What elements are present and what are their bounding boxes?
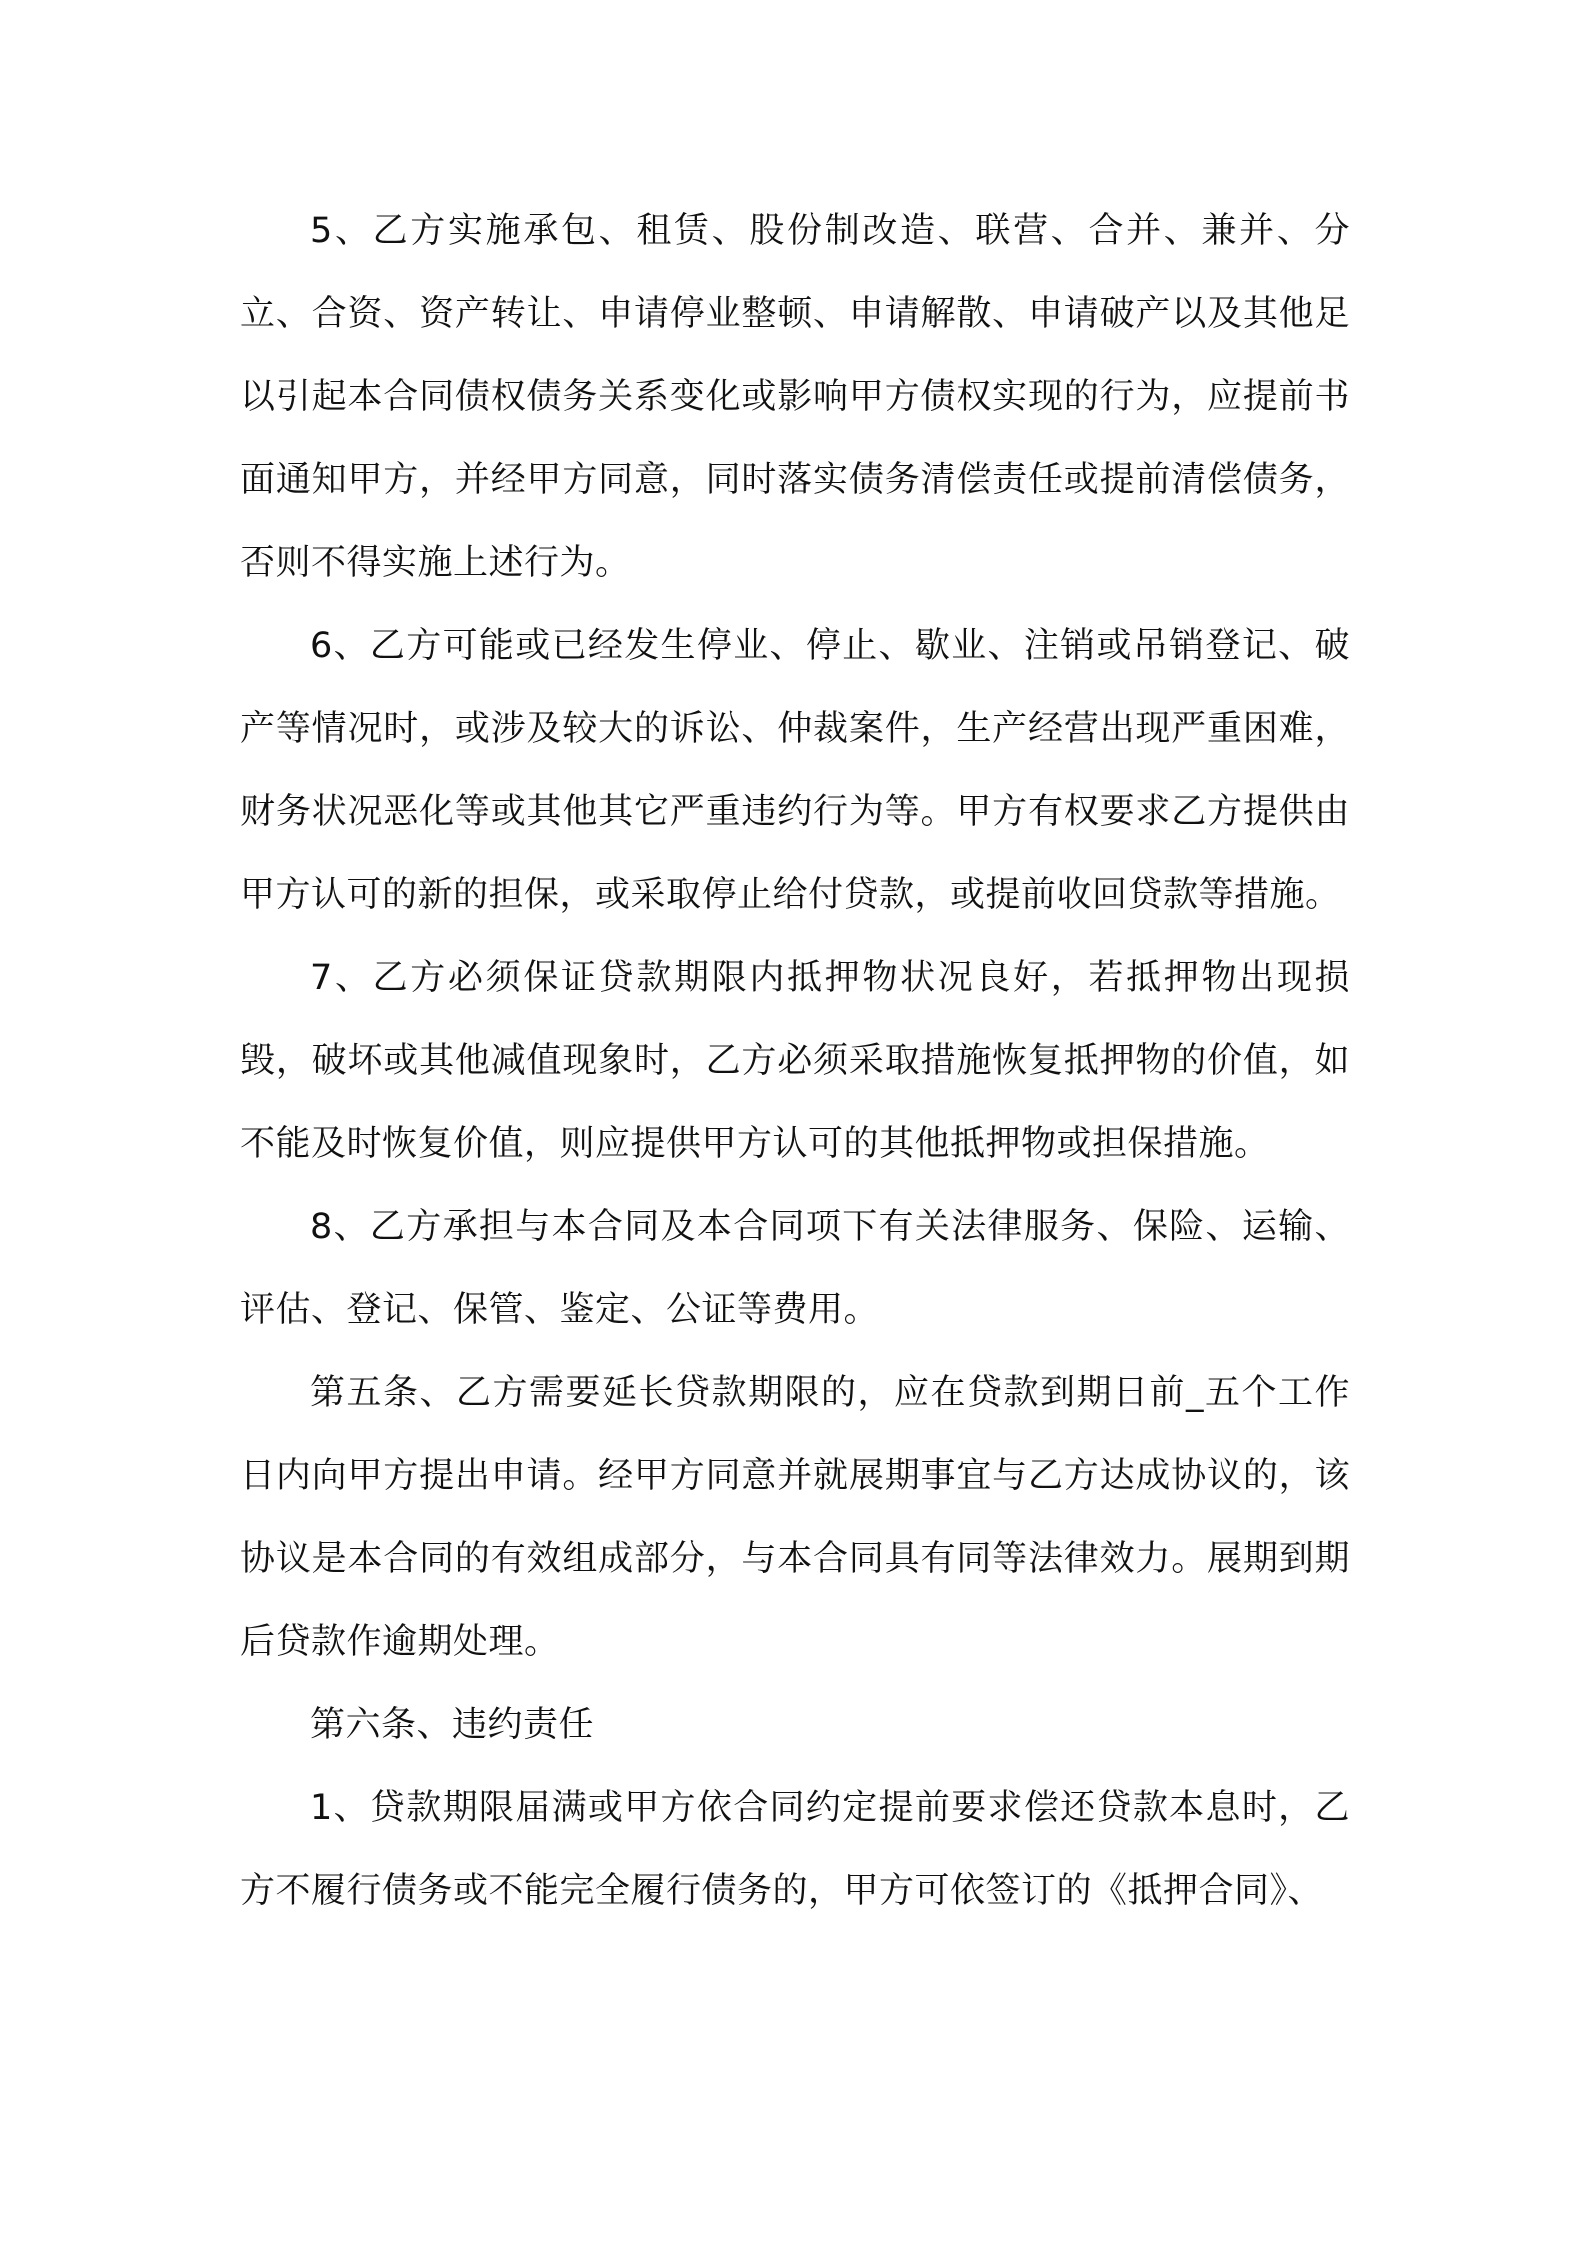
paragraph-article-6-clause-1: 1、贷款期限届满或甲方依合同约定提前要求偿还贷款本息时，乙方不履行债务或不能完全履行债务的，甲方可依签订的《抵押合同》、 (240, 1788, 1350, 1911)
document-body (240, 190, 1350, 1933)
paragraph-clause-8: 8、乙方承担与本合同及本合同项下有关法律服务、保险、运输、评估、登记、保管、鉴定、公证等费用。 (240, 1207, 1350, 1330)
heading-article-6: 第六条、违约责任 (310, 1705, 595, 1745)
paragraph-clause-5: 5、乙方实施承包、租赁、股份制改造、联营、合并、兼并、分立、合资、资产转让、申请停业整顿、申请解散、申请破产以及其他足以引起本合同债权债务关系变化或影响甲方债权实现的行为，应提前书面通知甲方，并经甲方同意，同时落实债务清偿责任或提前清偿债务，否则不得实施上述行为。 (240, 211, 1350, 583)
paragraph-clause-6: 6、乙方可能或已经发生停业、停止、歇业、注销或吊销登记、破产等情况时，或涉及较大的诉讼、仲裁案件，生产经营出现严重困难，财务状况恶化等或其他其它严重违约行为等。甲方有权要求乙方提供由甲方认可的新的担保，或采取停止给付贷款，或提前收回贷款等措施。 (240, 626, 1350, 915)
paragraph-article-5: 第五条、乙方需要延长贷款期限的，应在贷款到期日前_五个工作日内向甲方提出申请。经甲方同意并就展期事宜与乙方达成协议的，该协议是本合同的有效组成部分，与本合同具有同等法律效力。展期到期后贷款作逾期处理。 (240, 1373, 1350, 1662)
paragraph-clause-7: 7、乙方必须保证贷款期限内抵押物状况良好，若抵押物出现损毁，破坏或其他减值现象时，乙方必须采取措施恢复抵押物的价值，如不能及时恢复价值，则应提供甲方认可的其他抵押物或担保措施。 (240, 958, 1350, 1164)
